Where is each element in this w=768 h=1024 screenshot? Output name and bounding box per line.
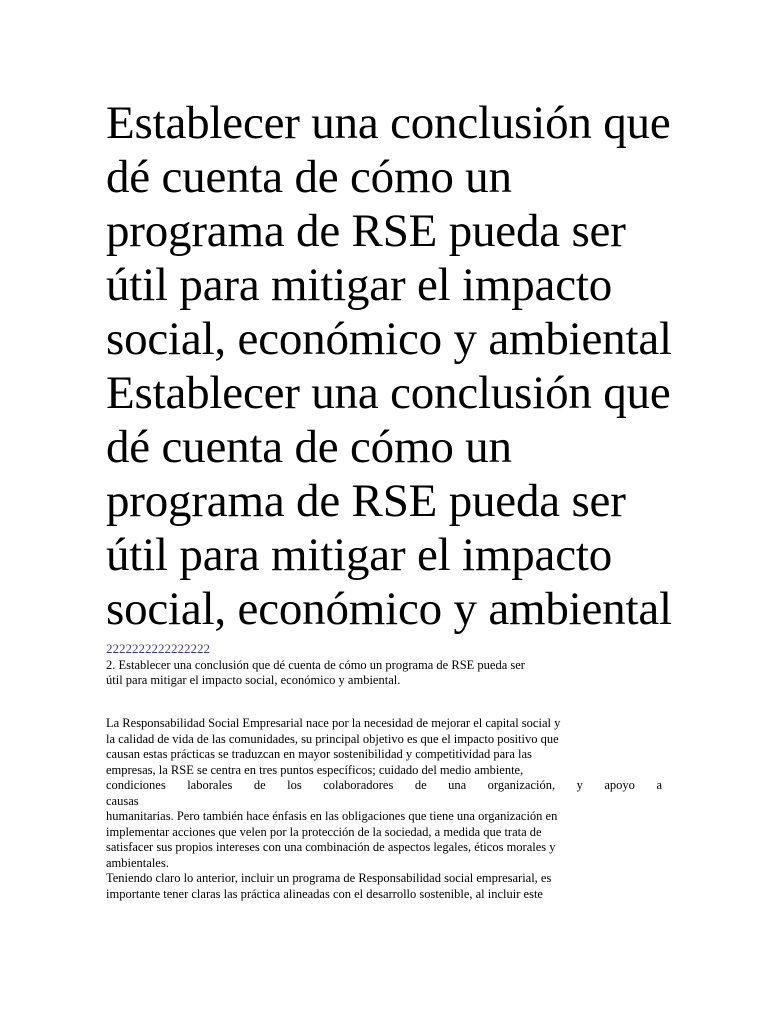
document-title: [106, 96, 672, 636]
body-line: causan estas prácticas se traduzcan en mayor sostenibilidad y competitividad para las: [106, 747, 532, 761]
digits-line: 2222222222222222: [106, 641, 210, 656]
title-line: útil para mitigar el impacto: [106, 529, 613, 581]
question-paragraph: [106, 658, 662, 688]
body-line: humanitarias. Pero también hace énfasis en las obligaciones que tiene una organización en: [106, 809, 558, 823]
document-page: [106, 96, 672, 902]
body-line: Teniendo claro lo anterior, incluir un programa de Responsabilidad social empresarial, es: [106, 871, 552, 885]
body-line: La Responsabilidad Social Empresarial nace por la necesidad de mejorar el capital social y: [106, 716, 561, 730]
body-line: condiciones laborales de los colaboradores de una organización, y apoyo a: [106, 778, 662, 792]
title-line: social, económico y ambiental: [106, 583, 672, 635]
title-line: Establecer una conclusión que: [106, 367, 671, 419]
body-line: implementar acciones que velen por la protección de la sociedad, a medida que trata de: [106, 824, 542, 839]
title-line: Establecer una conclusión que: [106, 97, 671, 149]
body-line: empresas, la RSE se centra en tres puntos específicos; cuidado del medio ambiente,: [106, 762, 524, 777]
title-line: dé cuenta de cómo un: [106, 151, 512, 203]
title-line: útil para mitigar el impacto: [106, 259, 613, 311]
question-line: útil para mitigar el impacto social, económico y ambiental.: [106, 673, 401, 687]
title-line: programa de RSE pueda ser: [106, 475, 626, 527]
body-line: satisfacer sus propios intereses con una combinación de aspectos legales, éticos morales y: [106, 840, 556, 854]
title-line: dé cuenta de cómo un: [106, 421, 512, 473]
body-paragraph: [106, 716, 662, 902]
body-line: ambientales.: [106, 855, 169, 870]
title-line: social, económico y ambiental: [106, 313, 672, 365]
body-line: la calidad de vida de las comunidades, su principal objetivo es que el impacto positivo que: [106, 731, 559, 746]
body-line: importante tener claras las práctica alineadas con el desarrollo sostenible, al incluir este: [106, 886, 543, 901]
title-line: programa de RSE pueda ser: [106, 205, 626, 257]
body-line: causas: [106, 793, 139, 808]
question-line: 2. Establecer una conclusión que dé cuenta de cómo un programa de RSE pueda ser: [106, 658, 525, 672]
